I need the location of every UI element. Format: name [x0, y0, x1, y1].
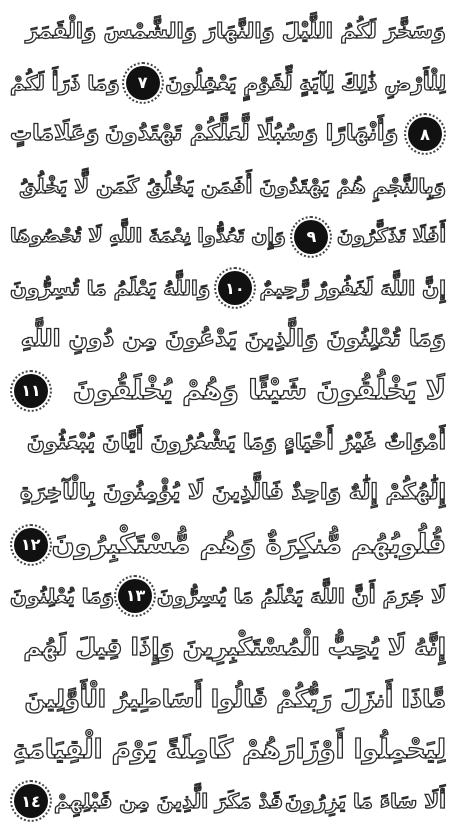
- verse-text: أَفَلَا تَذَكَّرُونَ: [337, 225, 446, 248]
- verse-text: وَأَنْهَارًا وَسُبُلًا لَّعَلَّكُمْ تَهْتَدُونَ: [105, 121, 399, 147]
- verse-text: وَمَا ذَرَأَ لَكُمْ: [10, 70, 120, 95]
- verse-number: ٧: [137, 73, 148, 93]
- text-line: [10, 262, 446, 313]
- verse-number: ١٣: [125, 586, 146, 606]
- verse-number: ٩: [306, 227, 317, 247]
- verse-number: ١٢: [20, 535, 41, 555]
- verse-text: إِنَّهُ لَا يُحِبُّ الْمُسْتَكْبِرِينَ وَإِذَا قِيلَ لَهُم: [23, 633, 446, 662]
- text-line: [10, 570, 446, 621]
- verse-text: إِلَٰهُكُمْ إِلَٰهٌ وَاحِدٌ فَالَّذِينَ لَا يُؤْمِنُونَ بِالْآخِرَةِ: [19, 480, 446, 506]
- verse-text: قَدْ مَكَرَ الَّذِينَ مِن قَبْلِهِمْ: [54, 789, 284, 814]
- verse-number-marker: [118, 579, 152, 613]
- verse-number: ١٤: [21, 791, 41, 811]
- verse-text: لَا جَرَمَ أَنَّ اللَّهَ يَعْلَمُ مَا يُسِرُّونَ: [156, 583, 446, 608]
- text-line: [10, 365, 446, 416]
- verse-number-marker: [294, 220, 328, 254]
- verse-text: أَلَا سَاءَ مَا يَزِرُونَ: [285, 789, 446, 814]
- verse-number-marker: [218, 271, 252, 305]
- text-line: [10, 673, 446, 724]
- verse-text: أَمْوَاتٌ غَيْرُ أَحْيَاءٍ وَمَا يَشْعُرُونَ أَيَّانَ يُبْعَثُونَ: [27, 429, 446, 454]
- verse-text: وَعَلَامَاتٍ: [10, 121, 100, 147]
- verse-number: ١٠: [225, 278, 245, 298]
- verse-number-marker: [408, 117, 442, 151]
- text-line: [10, 211, 446, 262]
- verse-text: إِنَّ اللَّهَ لَغَفُورٌ رَّحِيمٌ: [259, 276, 446, 301]
- text-line: [10, 314, 446, 365]
- text-line: [10, 6, 446, 57]
- verse-text: وَمَا يُعْلِنُونَ: [10, 583, 115, 608]
- text-line: [10, 160, 446, 211]
- verse-number-marker: [14, 528, 48, 562]
- text-line: [10, 57, 446, 108]
- verse-number: ١١: [21, 381, 41, 401]
- verse-number: ٨: [420, 124, 430, 144]
- text-line: [10, 519, 446, 570]
- verse-text: لِلْأَرْضِ ذَٰلِكَ لِآيَةٍ لِّقَوْمٍ يَعْقِلُونَ: [165, 70, 446, 95]
- verse-text: مَّاذَا أَنزَلَ رَبُّكُمْ قَالُوا أَسَاطِيرُ الْأَوَّلِينَ: [24, 684, 446, 713]
- text-line: [10, 724, 446, 775]
- text-line: [10, 109, 446, 160]
- verse-text: وَمَا تُعْلِنُونَ وَالَّذِينَ يَدْعُونَ مِن دُونِ اللَّهِ: [20, 325, 446, 352]
- text-line: [10, 468, 446, 519]
- text-line: [10, 416, 446, 467]
- verse-text: قُلُوبُهُم مُّنكِرَةٌ وَهُم مُّسْتَكْبِرُونَ: [51, 529, 446, 561]
- verse-number-marker: [14, 784, 48, 818]
- verse-text: لَا يَخْلُقُونَ شَيْئًا وَهُمْ يُخْلَقُونَ: [72, 375, 446, 407]
- verse-number-marker: [126, 66, 160, 100]
- text-line: [10, 622, 446, 673]
- verse-text: وَإِن تَعُدُّوا نِعْمَةَ اللَّهِ لَا تُحْصُوهَا: [10, 225, 286, 248]
- verse-text: وَبِالنَّجْمِ هُمْ يَهْتَدُونَ أَفَمَن يَخْلُقُ كَمَن لَّا يَخْلُقُ: [19, 173, 446, 198]
- verse-number-marker: [14, 374, 48, 408]
- text-line: [10, 775, 446, 826]
- verse-text: وَسَخَّرَ لَكُمُ اللَّيْلَ وَالنَّهَارَ وَالشَّمْسَ وَالْقَمَرَ: [25, 19, 446, 44]
- verse-text: وَاللَّهُ يَعْلَمُ مَا تُسِرُّونَ: [10, 276, 211, 301]
- verse-text: لِيَحْمِلُوا أَوْزَارَهُمْ كَامِلَةً يَوْمَ الْقِيَامَةِ: [12, 734, 446, 765]
